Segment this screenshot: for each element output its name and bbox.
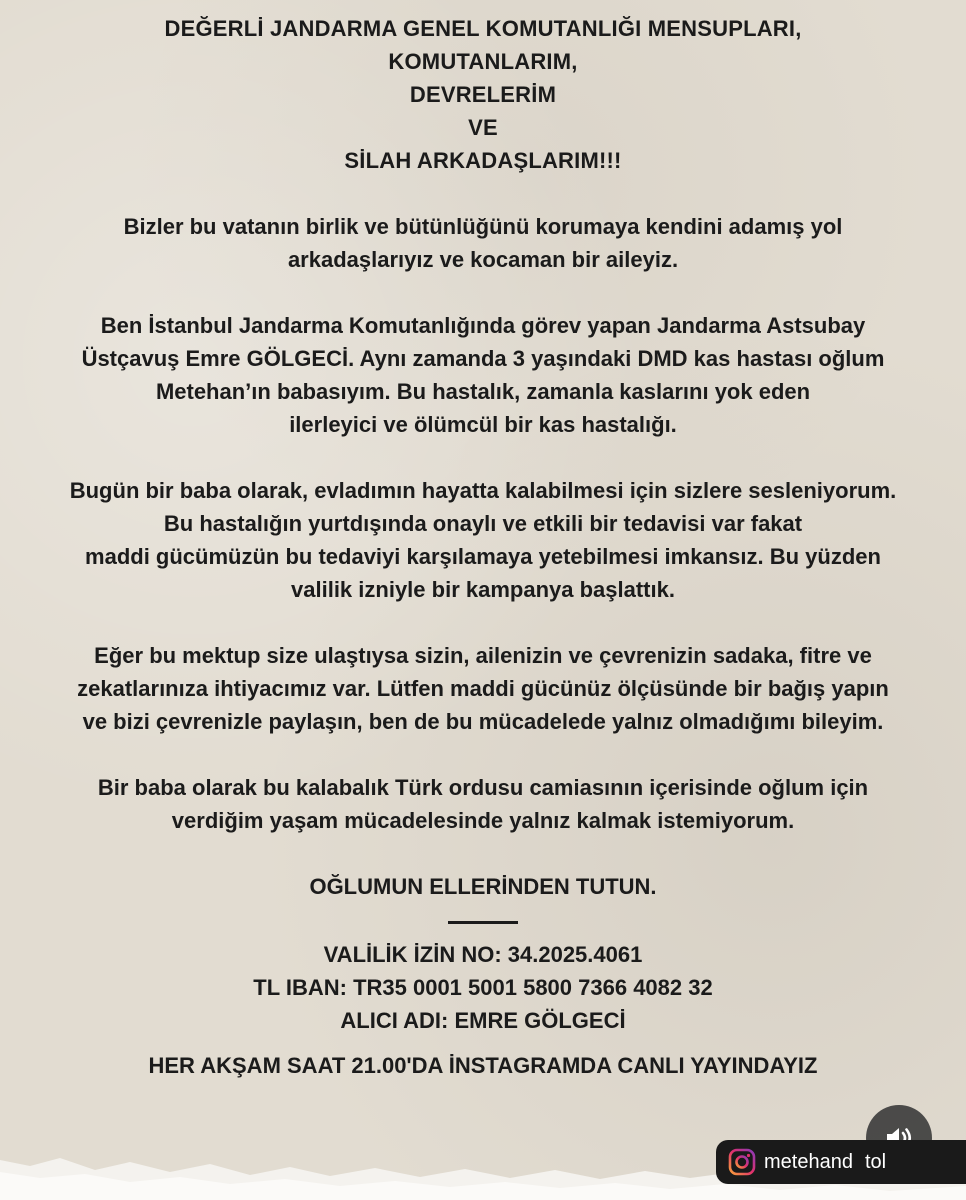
divider [448, 921, 518, 924]
paragraph-unity [0, 210, 966, 276]
iban: TL IBAN: TR35 0001 5001 5800 7366 4082 32 [253, 975, 713, 1000]
paragraph-line: Eğer bu mektup size ulaştıysa sizin, ailenizin ve çevrenizin sadaka, fitre ve [94, 643, 872, 668]
paragraph-line: Bizler bu vatanın birlik ve bütünlüğünü korumaya kendini adamış yol [123, 214, 843, 239]
heading-line: KOMUTANLARIM, [388, 49, 578, 74]
paragraph-line: Bugün bir baba olarak, evladımın hayatta kalabilmesi için sizlere sesleniyorum. [69, 478, 897, 503]
heading-line: VE [468, 115, 498, 140]
paragraph-father-message [0, 771, 966, 837]
paragraph-appeal [0, 474, 966, 606]
paragraph-line: Üstçavuş Emre GÖLGECİ. Aynı zamanda 3 yaşındaki DMD kas hastası oğlum [81, 346, 885, 371]
paragraph-line: valilik izniyle bir kampanya başlattık. [291, 577, 675, 602]
paragraph-line: ilerleyici ve ölümcül bir kas hastalığı. [289, 412, 677, 437]
paragraph-line: verdiğim yaşam mücadelesinde yalnız kalmak istemiyorum. [171, 808, 795, 833]
heading-line: DEĞERLİ JANDARMA GENEL KOMUTANLIĞI MENSUPLARI, [164, 16, 802, 41]
paragraph-line: arkadaşlarıyız ve kocaman bir aileyiz. [287, 247, 679, 272]
paragraph-line: Bu hastalığın yurtdışında onaylı ve etkili bir tedavisi var fakat [163, 511, 803, 536]
paragraph-line: Ben İstanbul Jandarma Komutanlığında görev yapan Jandarma Astsubay [100, 313, 866, 338]
paragraph-line: Bir baba olarak bu kalabalık Türk ordusu camiasının içerisinde oğlum için [97, 775, 869, 800]
instagram-handle: metehand tol [764, 1150, 887, 1173]
closing-line: OĞLUMUN ELLERİNDEN TUTUN. [309, 874, 657, 899]
paragraph-donation-request [0, 639, 966, 738]
paragraph-line: Metehan’ın babasıyım. Bu hastalık, zamanla kaslarını yok eden [155, 379, 811, 404]
letter-heading [0, 0, 966, 177]
instagram-icon [728, 1148, 756, 1176]
permit-number: VALİLİK İZİN NO: 34.2025.4061 [323, 942, 643, 967]
paragraph-line: maddi gücümüzün bu tedaviyi karşılamaya yetebilmesi imkansız. Bu yüzden [85, 544, 881, 569]
donation-info [0, 938, 966, 1037]
paragraph-line: ve bizi çevrenizle paylaşın, ben de bu mücadelede yalnız olmadığımı bileyim. [82, 709, 884, 734]
recipient-name: ALICI ADI: EMRE GÖLGECİ [340, 1008, 626, 1033]
live-broadcast-notice: HER AKŞAM SAAT 21.00'DA İNSTAGRAMDA CANLI YAYINDAYIZ [148, 1053, 818, 1078]
paragraph-introduction [0, 309, 966, 441]
paragraph-line: zekatlarınıza ihtiyacımız var. Lütfen maddi gücünüz ölçüsünde bir bağış yapın [77, 676, 889, 701]
heading-line: SİLAH ARKADAŞLARIM!!! [344, 148, 622, 173]
instagram-badge[interactable] [716, 1140, 966, 1184]
heading-line: DEVRELERİM [409, 82, 557, 107]
